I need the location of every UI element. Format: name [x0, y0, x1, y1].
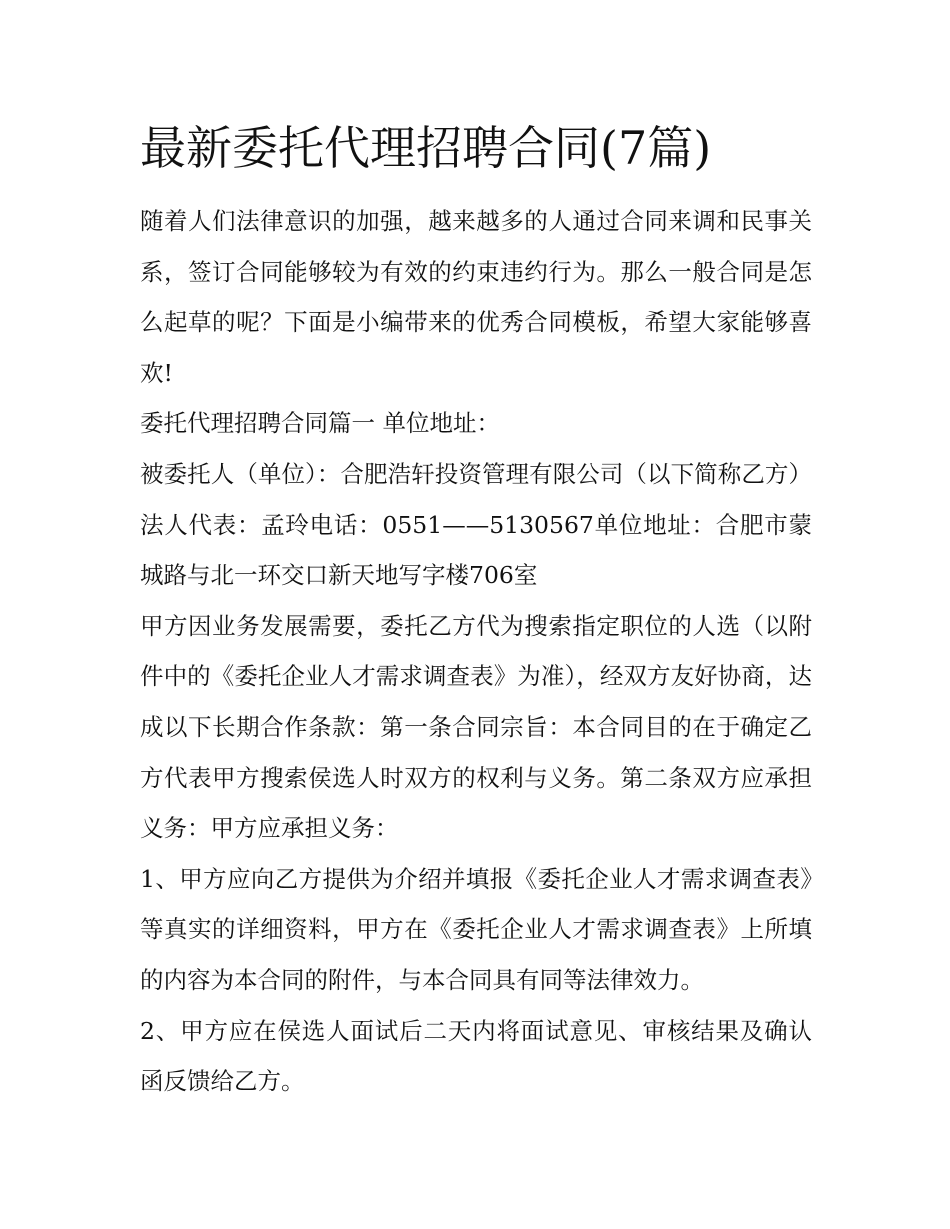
section-heading-part-one: 委托代理招聘合同篇一 单位地址：: [140, 409, 500, 438]
clause-1-paragraph: 1、甲方应向乙方提供为介绍并填报《委托企业人才需求调查表》等真实的详细资料，甲方在《委托企业人才需求调查表》上所填的内容为本合同的附件，与本合同具有同等法律效力。: [140, 864, 812, 994]
agreement-terms-paragraph: 甲方因业务发展需要，委托乙方代为搜索指定职位的人选（以附件中的《委托企业人才需求调查表》为准），经双方友好协商，达成以下长期合作条款：第一条合同宗旨：本合同目的在于确定乙方代表甲方搜索侯选人时双方的权利与义务。第二条双方应承担义务：甲方应承担义务：: [140, 611, 812, 843]
intro-paragraph: 随着人们法律意识的加强，越来越多的人通过合同来调和民事关系，签订合同能够较为有效的约束违约行为。那么一般合同是怎么起草的呢？下面是小编带来的优秀合同模板，希望大家能够喜欢!: [140, 207, 812, 387]
party-b-info-paragraph: 被委托人（单位）：合肥浩轩投资管理有限公司（以下简称乙方）法人代表：孟玲电话：0551——5130567单位地址：合肥市蒙城路与北一环交口新天地写字楼706室: [140, 459, 812, 590]
clause-2-paragraph: 2、甲方应在侯选人面试后二天内将面试意见、审核结果及确认函反馈给乙方。: [140, 1016, 812, 1096]
document-title: 最新委托代理招聘合同(7篇): [140, 121, 712, 175]
document-body: [140, 112, 812, 1107]
